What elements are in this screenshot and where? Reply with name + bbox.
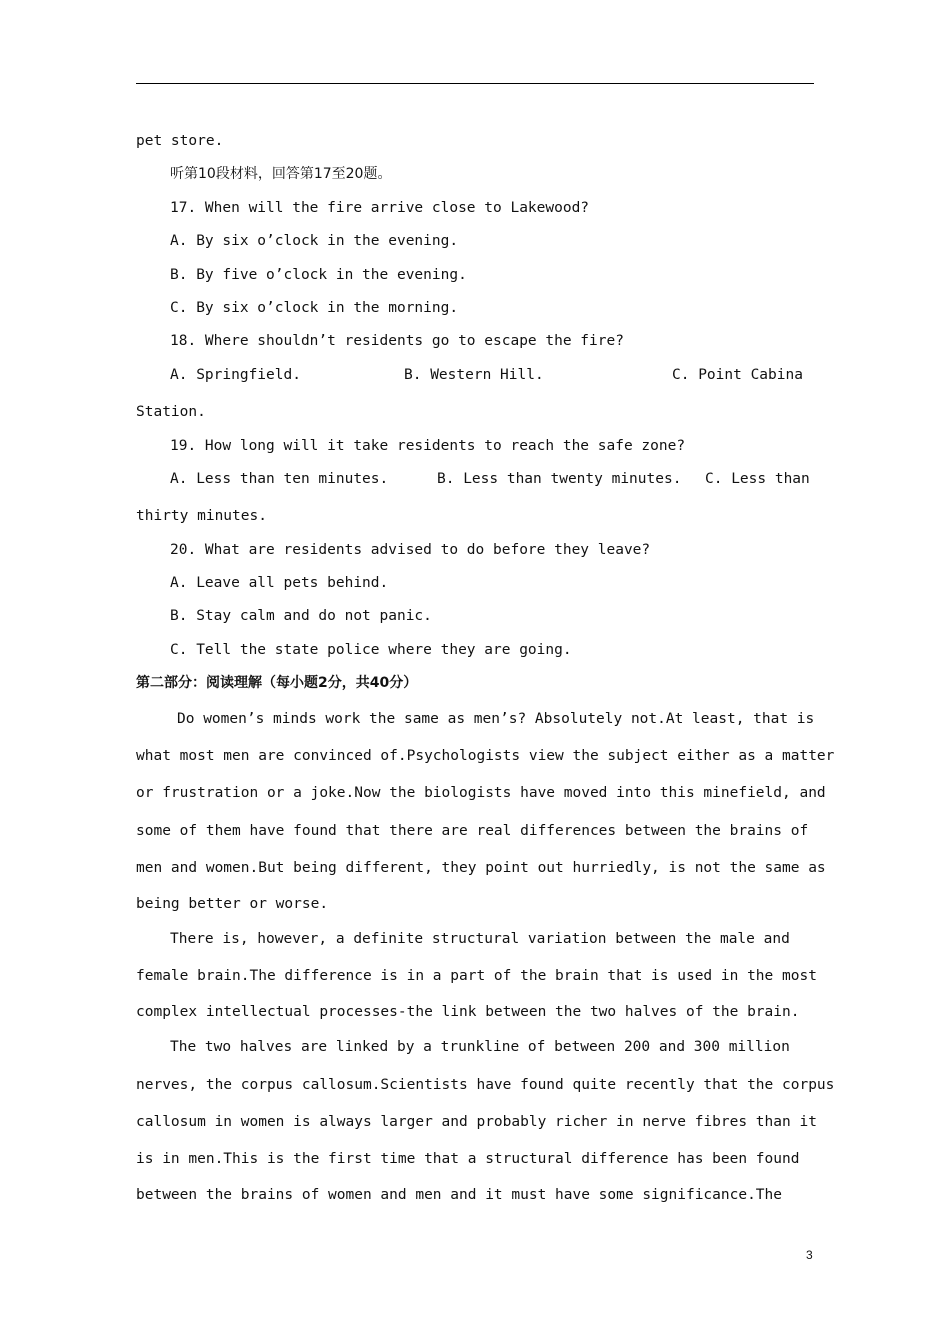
- paragraph-3-line: between the brains of women and men and it must have some significance.The: [136, 1186, 783, 1203]
- question-20-option-b: B. Stay calm and do not panic.: [170, 608, 432, 625]
- question-19-option-c-continued: thirty minutes.: [136, 508, 267, 525]
- text-line: pet store.: [136, 133, 224, 149]
- paragraph-1-line: what most men are convinced of.Psychologists view the subject either as a matter: [136, 748, 835, 765]
- question-18-option-a: A. Springfield.: [170, 366, 301, 383]
- paragraph-2-line: complex intellectual processes-the link between the two halves of the brain.: [136, 1003, 800, 1020]
- paragraph-1-line: some of them have found that there are real differences between the brains of: [136, 822, 809, 839]
- question-17-option-a: A. By six o’clock in the evening.: [170, 233, 459, 250]
- paragraph-1-line: being better or worse.: [136, 895, 329, 912]
- question-18-option-c: C. Point Cabina: [672, 366, 803, 383]
- question-18: 18. Where shouldn’t residents go to escape the fire?: [170, 333, 624, 350]
- paragraph-1-line: men and women.But being different, they point out hurriedly, is not the same as: [136, 860, 826, 877]
- paragraph-3-line: nerves, the corpus callosum.Scientists have found quite recently that the corpus: [136, 1076, 835, 1093]
- paragraph-2-line: female brain.The difference is in a part of the brain that is used in the most: [136, 968, 817, 985]
- question-19: 19. How long will it take residents to reach the safe zone?: [170, 437, 686, 454]
- question-17: 17. When will the fire arrive close to Lakewood?: [170, 199, 590, 216]
- question-20: 20. What are residents advised to do before they leave?: [170, 541, 651, 558]
- question-18-option-c-continued: Station.: [136, 404, 206, 421]
- paragraph-1-line: or frustration or a joke.Now the biologists have moved into this minefield, and: [136, 785, 826, 802]
- question-19-option-a: A. Less than ten minutes.: [170, 470, 389, 487]
- question-18-options: [136, 359, 812, 396]
- paragraph-1-line: Do women’s minds work the same as men’s? Absolutely not.At least, that is: [177, 710, 815, 727]
- question-19-option-b: B. Less than twenty minutes.: [437, 470, 682, 487]
- paragraph-2-line: There is, however, a definite structural variation between the male and: [170, 930, 790, 947]
- question-20-option-c: C. Tell the state police where they are going.: [170, 641, 572, 658]
- question-19-options: [136, 463, 812, 500]
- page-number: 3: [806, 1248, 813, 1262]
- section-heading: 第二部分：阅读理解（每小题2分，共40分）: [136, 675, 418, 692]
- question-19-option-c: C. Less than: [705, 470, 810, 487]
- page-content: [136, 125, 835, 1212]
- paragraph-3-line: callosum in women is always larger and probably richer in nerve fibres than it: [136, 1113, 817, 1130]
- question-20-option-a: A. Leave all pets behind.: [170, 575, 389, 592]
- question-18-option-b: B. Western Hill.: [404, 366, 544, 383]
- question-17-option-b: B. By five o’clock in the evening.: [170, 266, 467, 283]
- header-rule: [136, 83, 814, 84]
- paragraph-3-line: The two halves are linked by a trunkline of between 200 and 300 million: [170, 1039, 790, 1056]
- listening-instruction: 听第10段材料，回答第17至20题。: [170, 166, 392, 183]
- question-17-option-c: C. By six o’clock in the morning.: [170, 299, 459, 316]
- paragraph-3-line: is in men.This is the first time that a structural difference has been found: [136, 1151, 800, 1168]
